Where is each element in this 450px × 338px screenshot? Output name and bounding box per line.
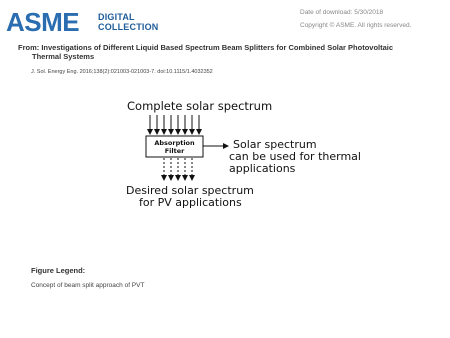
article-citation: J. Sol. Energy Eng. 2016;138(2):021003-021003-7. doi:10.1115/1.4032352 — [31, 69, 213, 75]
logo-asme-text: ASME — [6, 7, 80, 37]
copyright-notice: Copyright © ASME. All rights reserved. — [300, 22, 412, 29]
thermal-spectrum-line3: applications — [229, 162, 296, 175]
pv-spectrum-line2: for PV applications — [139, 196, 242, 209]
transmitted-arrows — [164, 158, 192, 180]
logo-digital-text: DIGITAL — [98, 12, 135, 22]
thermal-spectrum-line2: can be used for thermal — [229, 150, 361, 163]
filter-label-line2: Filter — [164, 147, 185, 155]
complete-spectrum-label: Complete solar spectrum — [127, 99, 273, 113]
download-date: Date of download: 5/30/2018 — [300, 9, 384, 16]
figure-legend-text: Concept of beam split approach of PVT — [31, 282, 145, 289]
incoming-arrows — [150, 115, 199, 134]
filter-label-line1: Absorption — [154, 139, 195, 147]
pv-spectrum-line1: Desired solar spectrum — [126, 184, 254, 197]
article-title-line1: From: Investigations of Different Liquid Based Spectrum Beam Splitters for Combined Solar Photovoltaic — [18, 43, 394, 52]
thermal-spectrum-line1: Solar spectrum — [233, 138, 317, 151]
logo-collection-text: COLLECTION — [98, 22, 159, 32]
article-title-line2: Thermal Systems — [32, 52, 95, 61]
figure-legend-title: Figure Legend: — [31, 266, 86, 275]
